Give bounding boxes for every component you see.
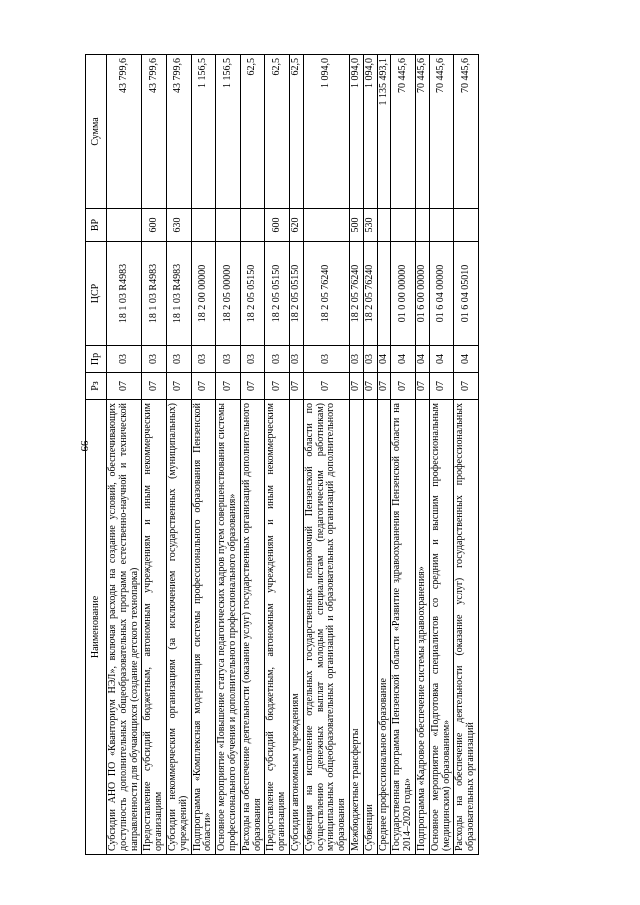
cell-sum: 43 799,6 — [107, 55, 142, 209]
table-row — [415, 55, 429, 855]
cell-rz: 07 — [429, 373, 454, 400]
cell-vr: 630 — [166, 209, 191, 242]
cell-pr: 04 — [415, 346, 429, 373]
cell-rz: 07 — [377, 373, 391, 400]
cell-vr: 530 — [363, 209, 377, 242]
cell-vr — [107, 209, 142, 242]
table-row — [349, 55, 363, 855]
cell-name: Подпрограмма «Кадровое обеспечение системы здравоохранения» — [415, 400, 429, 855]
cell-csr: 18 2 05 05150 — [289, 242, 303, 346]
cell-rz: 07 — [142, 373, 167, 400]
cell-pr: 04 — [377, 346, 391, 373]
header-pr: Пр — [86, 346, 107, 373]
cell-name: Основное мероприятие «Подготовка специалистов со средним и высшим профессиональным (медицинским) образованием» — [429, 400, 454, 855]
table-row — [363, 55, 377, 855]
cell-pr: 04 — [391, 346, 416, 373]
cell-rz: 07 — [216, 373, 241, 400]
cell-name: Субсидии автономным учреждениям — [289, 400, 303, 855]
cell-rz: 07 — [454, 373, 479, 400]
table-row — [142, 55, 167, 855]
cell-csr: 01 6 04 00000 — [429, 242, 454, 346]
table-header — [86, 55, 107, 855]
cell-pr: 04 — [429, 346, 454, 373]
cell-vr — [303, 209, 349, 242]
cell-sum: 1 094,0 — [349, 55, 363, 209]
cell-sum: 43 799,6 — [166, 55, 191, 209]
cell-rz: 07 — [191, 373, 216, 400]
cell-sum: 70 445,6 — [429, 55, 454, 209]
cell-pr: 03 — [363, 346, 377, 373]
cell-rz: 07 — [363, 373, 377, 400]
cell-rz: 07 — [349, 373, 363, 400]
cell-pr: 03 — [107, 346, 142, 373]
cell-csr: 01 6 04 05010 — [454, 242, 479, 346]
cell-vr — [391, 209, 416, 242]
cell-name: Подпрограмма «Комплексная модернизация системы профессионального образования Пензенской области» — [191, 400, 216, 855]
header-sum: Сумма — [86, 55, 107, 209]
cell-csr: 18 1 03 R4983 — [107, 242, 142, 346]
cell-vr — [415, 209, 429, 242]
cell-csr: 18 2 05 00000 — [216, 242, 241, 346]
cell-csr: 01 6 00 00000 — [415, 242, 429, 346]
table-row — [240, 55, 265, 855]
cell-name: Субвенция на исполнение отдельных государственных полномочий Пензенской области по осуществлению денежных выплат молодым специалистам (педагогическим работникам) муниципальных общеобразовательных организаций и образовательных организаций дополнительного образования — [303, 400, 349, 855]
cell-pr: 04 — [454, 346, 479, 373]
cell-pr: 03 — [142, 346, 167, 373]
table-row — [289, 55, 303, 855]
table-row — [377, 55, 391, 855]
cell-vr: 500 — [349, 209, 363, 242]
cell-vr: 600 — [265, 209, 290, 242]
cell-rz: 07 — [240, 373, 265, 400]
cell-name: Предоставление субсидий бюджетным, автономным учреждениям и иным некоммерческим организациям — [142, 400, 167, 855]
table-body — [107, 55, 479, 855]
cell-csr: 18 2 05 05150 — [240, 242, 265, 346]
header-row — [86, 55, 107, 855]
cell-sum: 1 094,0 — [303, 55, 349, 209]
cell-rz: 07 — [415, 373, 429, 400]
header-csr: ЦСР — [86, 242, 107, 346]
cell-rz: 07 — [265, 373, 290, 400]
cell-sum: 62,5 — [265, 55, 290, 209]
cell-rz: 07 — [166, 373, 191, 400]
table-row — [391, 55, 416, 855]
budget-table — [85, 54, 479, 855]
cell-sum: 70 445,6 — [454, 55, 479, 209]
cell-csr — [377, 242, 391, 346]
cell-pr: 03 — [240, 346, 265, 373]
header-rz: Рз — [86, 373, 107, 400]
cell-csr: 18 1 03 R4983 — [142, 242, 167, 346]
header-name: Наименование — [86, 400, 107, 855]
cell-sum: 62,5 — [240, 55, 265, 209]
table-row — [429, 55, 454, 855]
cell-vr — [429, 209, 454, 242]
cell-pr: 03 — [216, 346, 241, 373]
table-row — [454, 55, 479, 855]
cell-sum: 62,5 — [289, 55, 303, 209]
cell-vr: 600 — [142, 209, 167, 242]
cell-pr: 03 — [191, 346, 216, 373]
cell-name: Среднее профессиональное образование — [377, 400, 391, 855]
rotated-table-container — [85, 55, 561, 855]
cell-vr — [377, 209, 391, 242]
cell-sum: 70 445,6 — [391, 55, 416, 209]
cell-pr: 03 — [289, 346, 303, 373]
header-vr: ВР — [86, 209, 107, 242]
cell-name: Расходы на обеспечение деятельности (оказание услуг) государственных организаций дополнительного образования — [240, 400, 265, 855]
cell-name: Основное мероприятие «Повышение статуса педагогических кадров путем совершенствования системы профессионального обучения и дополнительного профессионального образования» — [216, 400, 241, 855]
cell-pr: 03 — [265, 346, 290, 373]
cell-rz: 07 — [391, 373, 416, 400]
cell-sum: 1 135 493,1 — [377, 55, 391, 209]
cell-name: Предоставление субсидий бюджетным, автономным учреждениям и иным некоммерческим организациям — [265, 400, 290, 855]
cell-name: Государственная программа Пензенской области «Развитие здравоохранения Пензенской области на 2014–2020 годы» — [391, 400, 416, 855]
cell-name: Субсидии некоммерческим организациям (за исключением государственных (муниципальных) учреждений) — [166, 400, 191, 855]
cell-pr: 03 — [303, 346, 349, 373]
cell-csr: 18 2 05 05150 — [265, 242, 290, 346]
table-row — [166, 55, 191, 855]
cell-csr: 18 2 05 76240 — [303, 242, 349, 346]
cell-rz: 07 — [289, 373, 303, 400]
cell-name: Субсидии АНО ПО «Кванториум НЭЛ», включая расходы на создание условий, обеспечивающих доступность дополнительных общеобразовательных программ естественно-научной и технической направленности для обучающихся (создание детского технопарка) — [107, 400, 142, 855]
cell-csr: 01 0 00 00000 — [391, 242, 416, 346]
cell-sum: 1 156,5 — [216, 55, 241, 209]
cell-sum: 1 094,0 — [363, 55, 377, 209]
table-row — [107, 55, 142, 855]
cell-name: Межбюджетные трансферты — [349, 400, 363, 855]
cell-csr: 18 1 03 R4983 — [166, 242, 191, 346]
cell-csr: 18 2 05 76240 — [363, 242, 377, 346]
cell-pr: 03 — [166, 346, 191, 373]
cell-vr: 620 — [289, 209, 303, 242]
cell-csr: 18 2 00 00000 — [191, 242, 216, 346]
table-row — [216, 55, 241, 855]
cell-name: Субвенции — [363, 400, 377, 855]
cell-sum: 70 445,6 — [415, 55, 429, 209]
cell-rz: 07 — [107, 373, 142, 400]
table-row — [303, 55, 349, 855]
cell-sum: 43 799,6 — [142, 55, 167, 209]
page-number: 99 — [78, 440, 90, 452]
cell-name: Расходы на обеспечение деятельности (оказание услуг) государственных профессиональных образовательных организаций — [454, 400, 479, 855]
cell-pr: 03 — [349, 346, 363, 373]
cell-vr — [454, 209, 479, 242]
cell-vr — [191, 209, 216, 242]
cell-vr — [240, 209, 265, 242]
table-row — [191, 55, 216, 855]
table-row — [265, 55, 290, 855]
cell-rz: 07 — [303, 373, 349, 400]
cell-csr: 18 2 05 76240 — [349, 242, 363, 346]
cell-sum: 1 156,5 — [191, 55, 216, 209]
cell-vr — [216, 209, 241, 242]
